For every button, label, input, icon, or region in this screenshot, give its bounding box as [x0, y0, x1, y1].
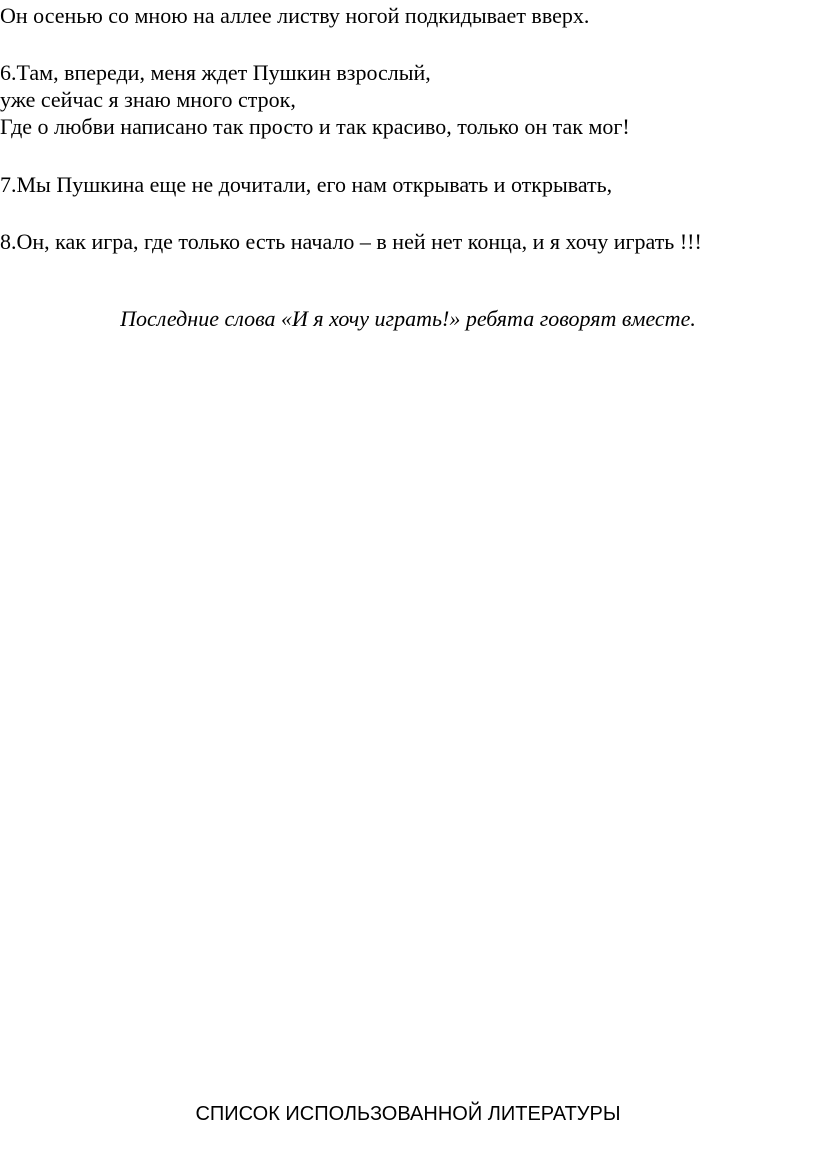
- poem-line: 8.Он, как игра, где только есть начало – в ней нет конца, и я хочу играть !!!: [0, 229, 702, 254]
- stage-direction: Последние слова «И я хочу играть!» ребята говорят вместе.: [120, 306, 696, 331]
- poem-line: 7.Мы Пушкина еще не дочитали, его нам открывать и открывать,: [0, 172, 613, 197]
- poem-line: уже сейчас я знаю много строк,: [0, 87, 296, 112]
- poem-line: 6.Там, впереди, меня ждет Пушкин взрослый,: [0, 60, 431, 85]
- poem-line: Он осенью со мною на аллее листву ногой подкидывает вверх.: [0, 3, 590, 28]
- references-heading: СПИСОК ИСПОЛЬЗОВАННОЙ ЛИТЕРАТУРЫ: [195, 1103, 621, 1125]
- poem-line: Где о любви написано так просто и так красиво, только он так мог!: [0, 114, 630, 139]
